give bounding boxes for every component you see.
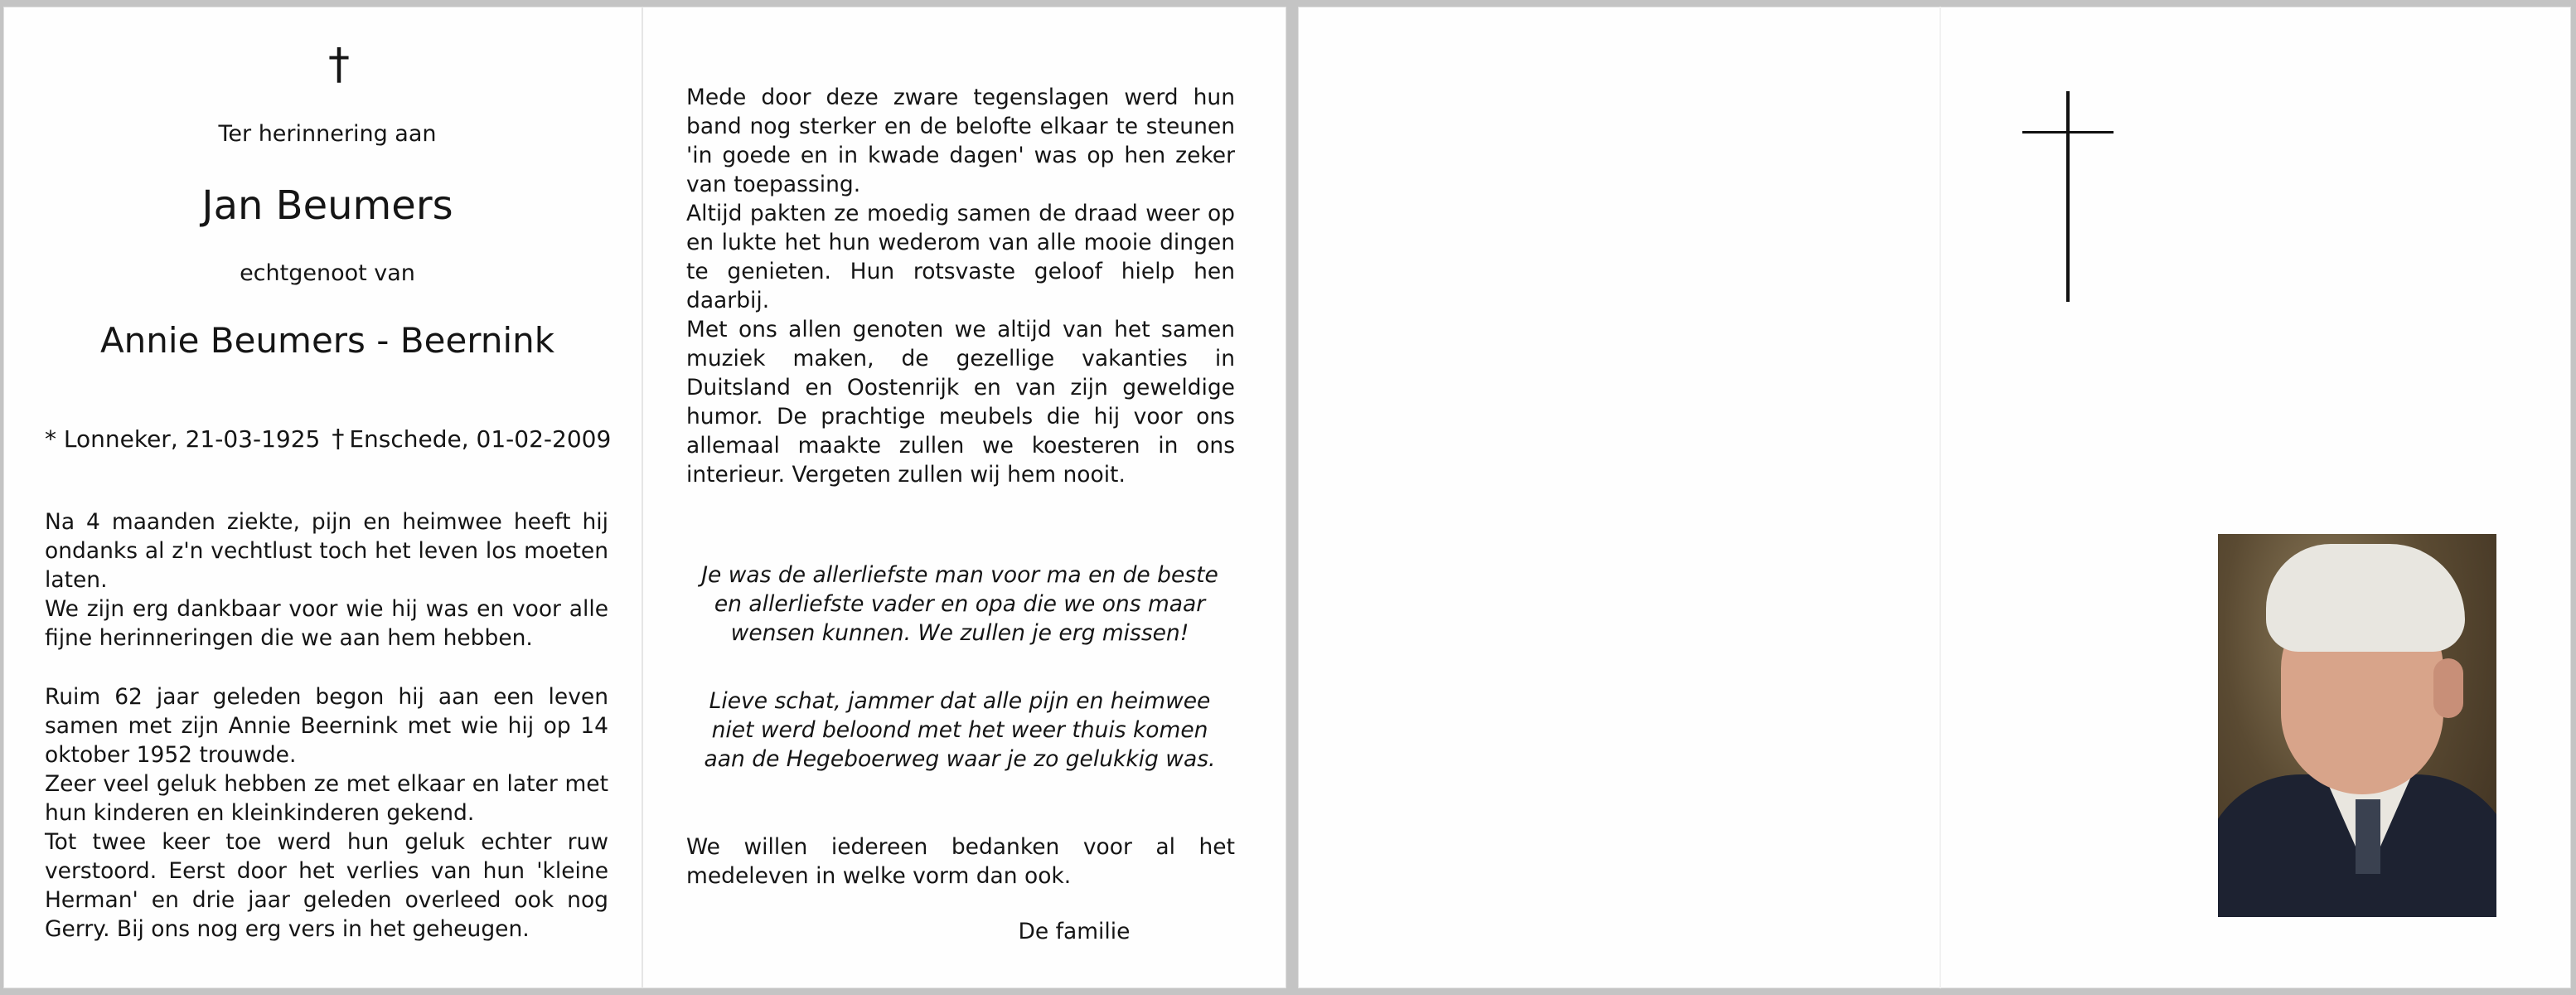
intro-text: Ter herinnering aan — [218, 121, 437, 147]
quote-line: Lieve schat, jammer dat alle pijn en heimwee — [709, 688, 1211, 714]
quote-husband-father — [670, 561, 1250, 648]
portrait-photo — [2218, 534, 2496, 917]
spouse-label: echtgenoot van — [240, 260, 415, 286]
quote-line: wensen kunnen. We zullen je erg missen! — [730, 620, 1189, 646]
fold-line — [642, 7, 643, 988]
quote-line: aan de Hegeboerweg waar je zo gelukkig was. — [704, 746, 1216, 772]
paragraph: Tot twee keer toe werd hun geluk echter ruw verstoord. Eerst door het verlies van hun 'kleine Herman' en drie jaar geleden overleed ook nog Gerry. Bij ons nog erg vers in het geheugen. — [45, 829, 608, 942]
latin-cross-icon: † — [332, 425, 345, 454]
paragraph: Ruim 62 jaar geleden begon hij aan een leven samen met zijn Annie Beernink met wie hij op 14 oktober 1952 trouwde. — [45, 684, 608, 768]
paragraph: Altijd pakten ze moedig samen de draad weer op en lukte het hun wederom van alle mooie dingen te genieten. Hun rotsvaste geloof hielp hen daarbij. — [686, 201, 1235, 313]
signoff: De familie — [1018, 919, 1131, 944]
paragraph: Na 4 maanden ziekte, pijn en heimwee heeft hij ondanks al z'n vechtlust toch het leven los moeten laten. — [45, 509, 608, 593]
fold-line — [1939, 7, 1941, 988]
paragraph: Mede door deze zware tegenslagen werd hun band nog sterker en de belofte elkaar te steunen 'in goede en in kwade dagen' was op hen zeker van toepassing. — [686, 85, 1235, 197]
quote-line: Je was de allerliefste man voor ma en de beste — [701, 562, 1218, 588]
quote-dear-treasure — [670, 687, 1250, 774]
deceased-name: Jan Beumers — [201, 182, 453, 229]
paragraph: We zijn erg dankbaar voor wie hij was en voor alle fijne herinneringen die we aan hem hebben. — [45, 596, 608, 651]
cross-icon — [2022, 91, 2114, 302]
left-column-text — [45, 507, 608, 944]
spouse-name: Annie Beumers - Beernink — [99, 320, 555, 361]
death-date: Enschede, 01-02-2009 — [349, 425, 612, 453]
right-column-text — [686, 83, 1235, 489]
latin-cross-icon: † — [328, 40, 350, 90]
birth-date: * Lonneker, 21-03-1925 — [45, 425, 321, 453]
paragraph: Zeer veel geluk hebben ze met elkaar en later met hun kinderen en kleinkinderen gekend. — [45, 771, 608, 826]
quote-line: en allerliefste vader en opa die we ons maar — [714, 591, 1206, 617]
paragraph: Met ons allen genoten we altijd van het samen muziek maken, de gezellige vakanties in Duitsland en Oostenrijk en van zijn geweldige humor. De prachtige meubels die hij voor ons allemaal maakte zullen we koesteren in ons interieur. Vergeten zullen wij hem nooit. — [686, 317, 1235, 488]
thanks-text: We willen iedereen bedanken voor al het medeleven in welke vorm dan ook. — [686, 834, 1235, 889]
quote-line: niet werd beloond met het weer thuis komen — [711, 717, 1208, 743]
life-dates — [45, 425, 611, 454]
